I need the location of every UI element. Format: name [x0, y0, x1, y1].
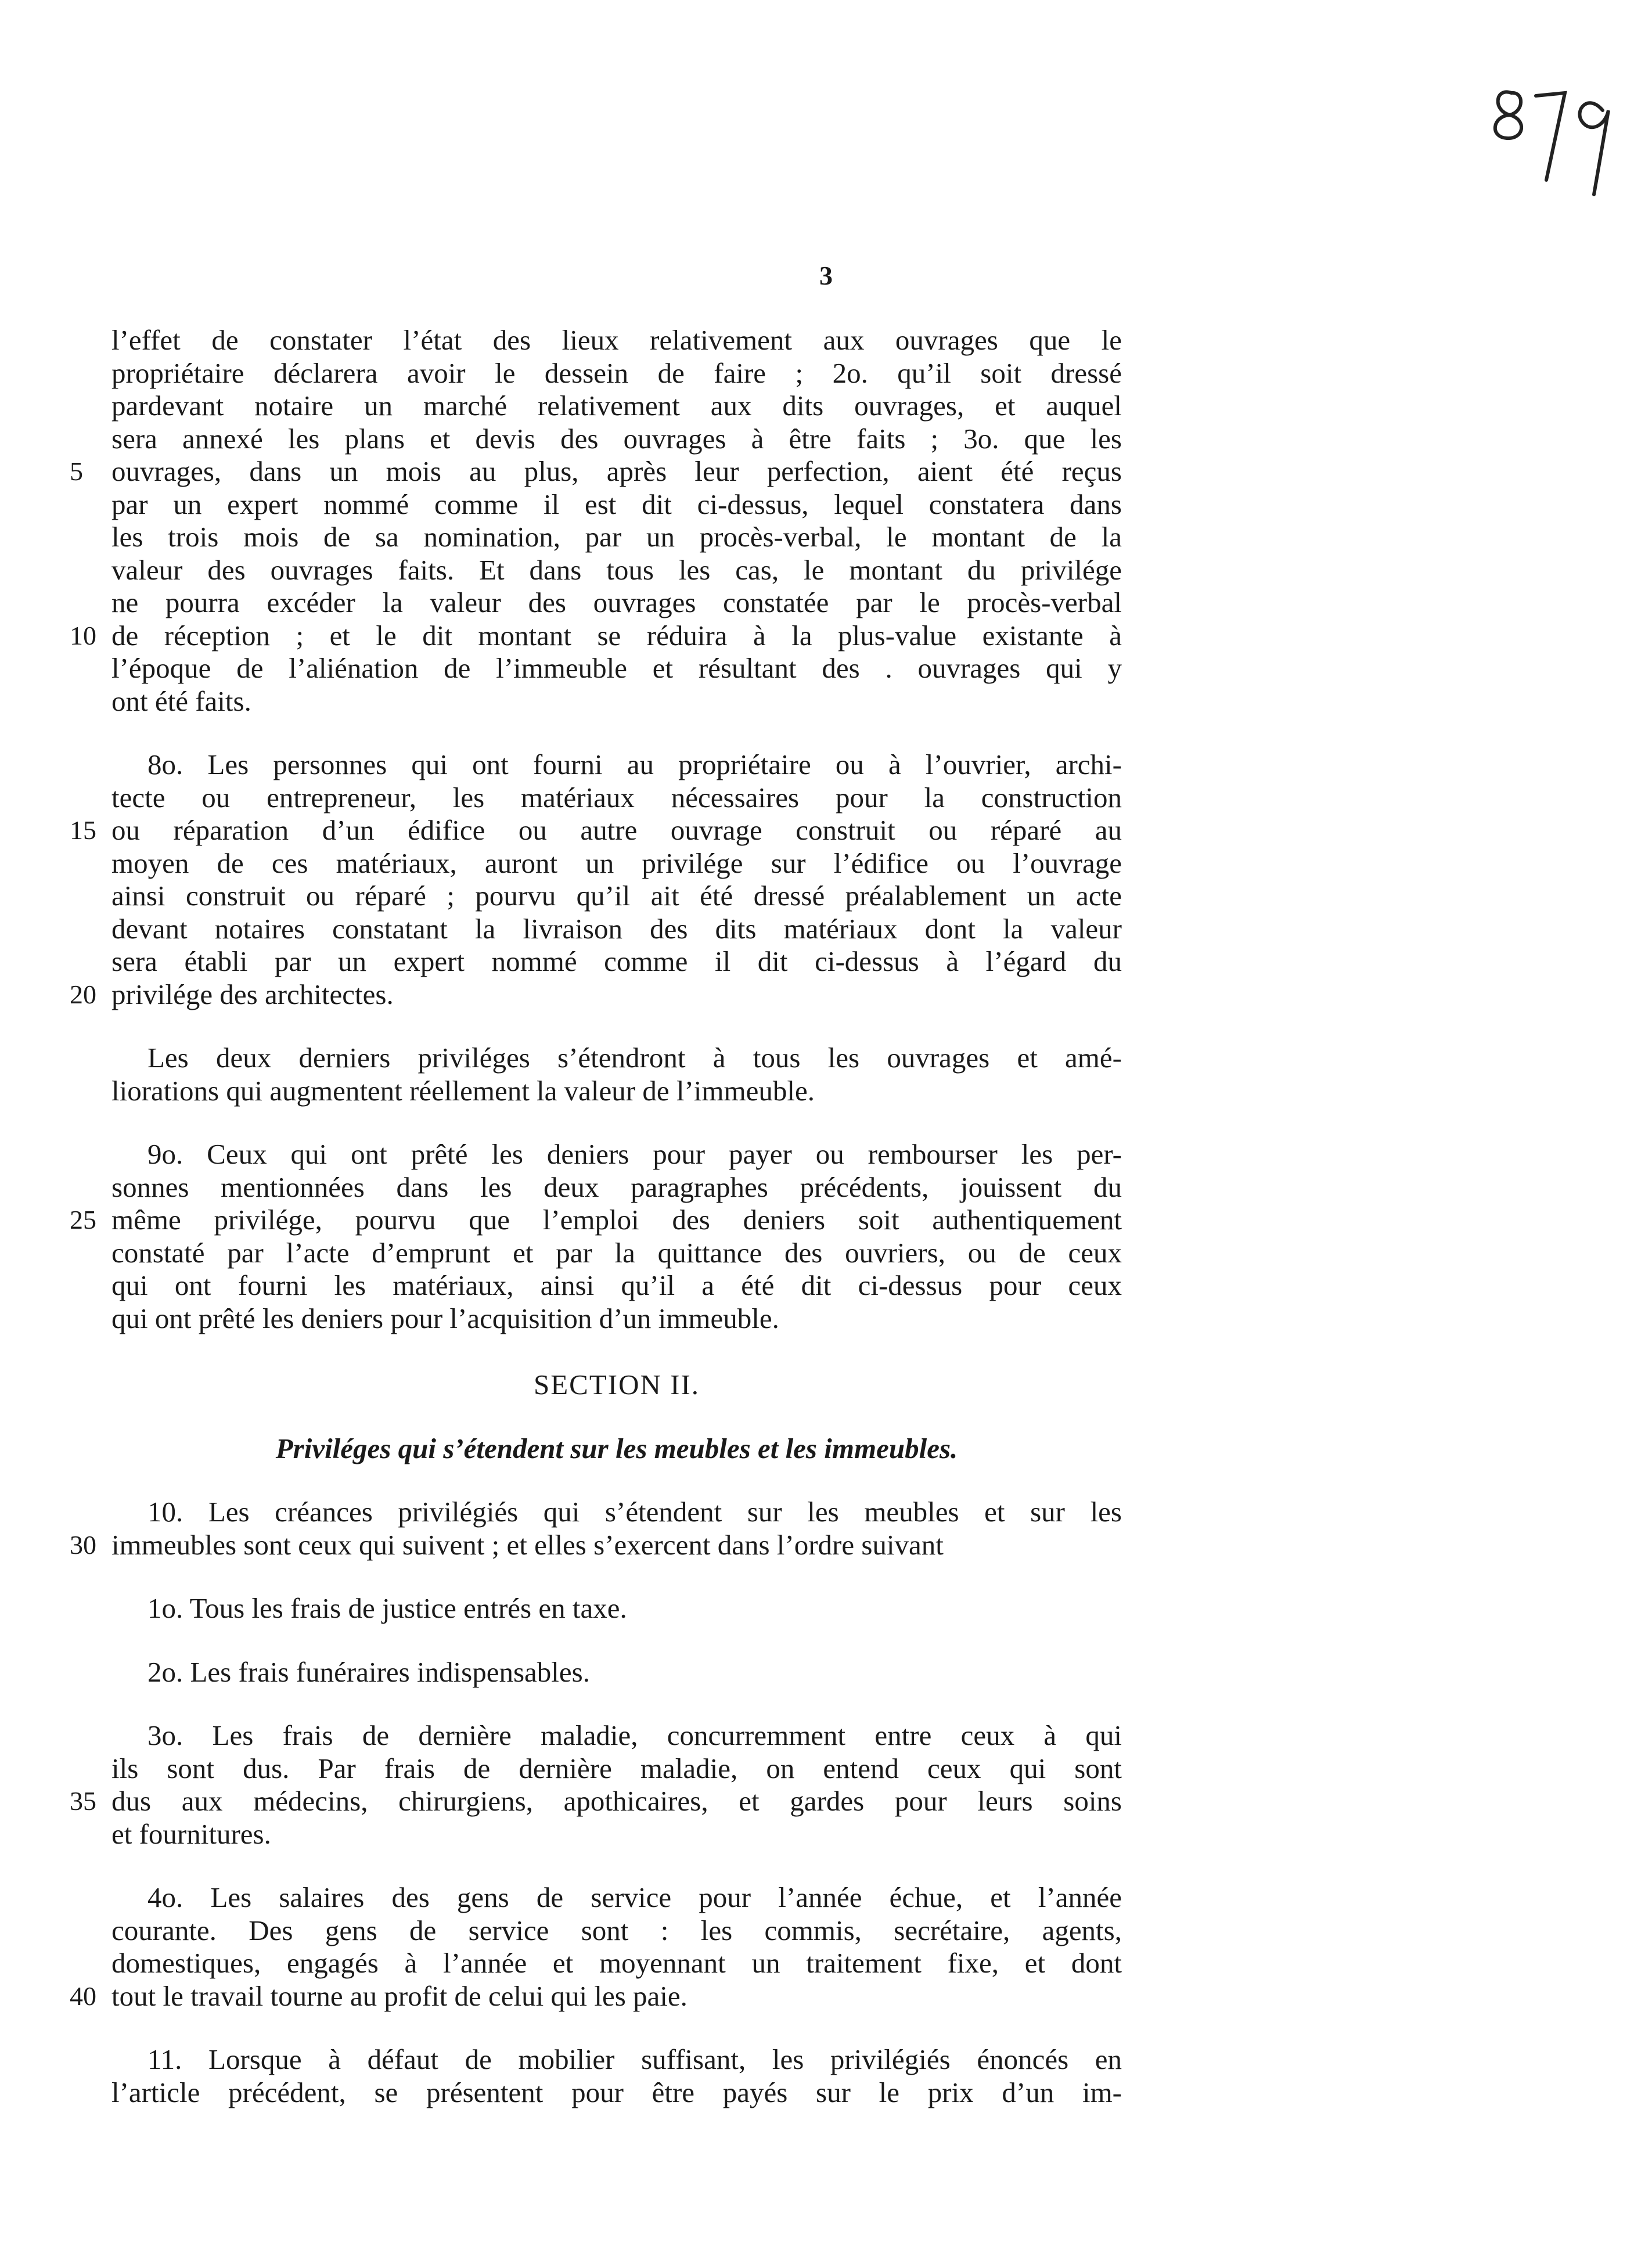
line-text: valeur des ouvrages faits. Et dans tous les cas, le montant du privilége [111, 553, 1122, 586]
paragraph-gap [111, 1625, 1122, 1656]
line-text: tecte ou entrepreneur, les matériaux nécessaires pour la construction [111, 781, 1122, 814]
paragraph-gap [111, 2013, 1122, 2043]
line-text: 9o. Ceux qui ont prêté les deniers pour payer ou rembourser les per- [147, 1138, 1122, 1170]
handwritten-folio-number [1478, 70, 1629, 209]
line-text: 3o. Les frais de dernière maladie, concurremment entre ceux à qui [147, 1719, 1122, 1751]
margin-line-number: 25 [70, 1205, 96, 1234]
text-line [70, 619, 1122, 653]
text-line [111, 685, 1122, 718]
paragraph-gap [111, 1402, 1122, 1432]
text-line [111, 1719, 1122, 1752]
text-line [111, 1138, 1122, 1171]
text-line [111, 1818, 1122, 1851]
margin-line-number: 20 [70, 979, 96, 1009]
paragraph [70, 1138, 1122, 1335]
line-text: sera établi par un expert nommé comme il dit ci-dessus à l’égard du [111, 945, 1122, 977]
line-text: 8o. Les personnes qui ont fourni au propriétaire ou à l’ouvrier, archi- [147, 748, 1122, 780]
text-line [111, 945, 1122, 978]
text-line [111, 554, 1122, 587]
text-line [111, 390, 1122, 423]
text-line [70, 1979, 1122, 2013]
line-text: liorations qui augmentent réellement la valeur de l’immeuble. [111, 1074, 815, 1107]
text-line [111, 1752, 1122, 1786]
text-line [111, 1237, 1122, 1270]
paragraph [111, 1042, 1122, 1107]
line-text: qui ont fourni les matériaux, ainsi qu’il a été dit ci-dessus pour ceux [111, 1269, 1122, 1301]
paragraph-gap [111, 1335, 1122, 1369]
text-line [111, 357, 1122, 390]
text-line [111, 913, 1122, 946]
text-line [70, 455, 1122, 488]
text-line [111, 1947, 1122, 1980]
line-text: l’effet de constater l’état des lieux relativement aux ouvrages que le [111, 324, 1122, 356]
text-line [111, 2076, 1122, 2110]
line-text: 4o. Les salaires des gens de service pour l’année échue, et l’année [147, 1881, 1122, 1913]
text-line [111, 521, 1122, 554]
text-line [111, 1171, 1122, 1204]
margin-line-number: 15 [70, 815, 96, 845]
paragraph [111, 1592, 1122, 1625]
paragraph [70, 1496, 1122, 1561]
text-line [70, 814, 1122, 847]
paragraph-gap [111, 1689, 1122, 1719]
text-line [111, 1042, 1122, 1075]
line-text: 1o. Tous les frais de justice entrés en taxe. [147, 1592, 627, 1624]
text-line [111, 847, 1122, 880]
paragraph-gap [111, 1107, 1122, 1138]
line-text: même privilége, pourvu que l’emploi des deniers soit authentiquement [111, 1204, 1122, 1236]
line-text: et fournitures. [111, 1817, 271, 1850]
text-line [111, 652, 1122, 685]
margin-line-number: 5 [70, 456, 83, 486]
section-heading: SECTION II. [533, 1369, 700, 1401]
document-body [70, 324, 1122, 2109]
text-line [111, 1075, 1122, 1108]
line-text: par un expert nommé comme il est dit ci-dessus, lequel constatera dans [111, 488, 1122, 520]
text-line [111, 1496, 1122, 1529]
line-text: sonnes mentionnées dans les deux paragraphes précédents, jouissent du [111, 1171, 1122, 1203]
text-line [111, 1656, 1122, 1689]
line-text: les trois mois de sa nomination, par un procès-verbal, le montant de la [111, 521, 1122, 553]
text-line [111, 880, 1122, 913]
text-line [111, 1592, 1122, 1625]
text-line [111, 782, 1122, 815]
text-line [111, 324, 1122, 357]
paragraph-gap [111, 1465, 1122, 1496]
margin-line-number: 10 [70, 620, 96, 650]
text-line [111, 748, 1122, 782]
line-text: ils sont dus. Par frais de dernière maladie, on entend ceux qui sont [111, 1752, 1122, 1784]
line-text: sera annexé les plans et devis des ouvrages à être faits ; 3o. que les [111, 422, 1122, 455]
paragraph-gap [111, 718, 1122, 748]
line-text: qui ont prêté les deniers pour l’acquisition d’un immeuble. [111, 1302, 779, 1334]
text-line [111, 1302, 1122, 1336]
text-line [70, 1204, 1122, 1237]
line-text: Les deux derniers priviléges s’étendront à tous les ouvrages et amé- [147, 1042, 1122, 1074]
text-line [70, 1785, 1122, 1818]
text-line [111, 2043, 1122, 2076]
paragraph [70, 1719, 1122, 1851]
text-line [111, 1881, 1122, 1914]
text-line [111, 1914, 1122, 1948]
margin-line-number: 30 [70, 1529, 96, 1560]
paragraph-gap [111, 1851, 1122, 1881]
text-line [70, 1528, 1122, 1562]
line-text: ou réparation d’un édifice ou autre ouvrage construit ou réparé au [111, 814, 1122, 846]
line-text: pardevant notaire un marché relativement aux dits ouvrages, et auquel [111, 390, 1122, 422]
folio-879-handwriting [1478, 70, 1629, 209]
line-text: de réception ; et le dit montant se réduira à la plus-value existante à [111, 619, 1122, 652]
text-line [111, 423, 1122, 456]
line-text: l’article précédent, se présentent pour être payés sur le prix d’un im- [111, 2076, 1122, 2108]
line-text: ouvrages, dans un mois au plus, après leur perfection, aient été reçus [111, 455, 1122, 487]
line-text: immeubles sont ceux qui suivent ; et elles s’exercent dans l’ordre suivant [111, 1528, 944, 1561]
line-text: domestiques, engagés à l’année et moyennant un traitement fixe, et dont [111, 1947, 1122, 1979]
line-text: dus aux médecins, chirurgiens, apothicaires, et gardes pour leurs soins [111, 1785, 1122, 1817]
paragraph [70, 324, 1122, 718]
line-text: courante. Des gens de service sont : les commis, secrétaire, agents, [111, 1914, 1122, 1946]
paragraph-gap [111, 1011, 1122, 1042]
line-text: ne pourra excéder la valeur des ouvrages constatée par le procès-verbal [111, 586, 1122, 618]
paragraph-gap [111, 1561, 1122, 1592]
margin-line-number: 35 [70, 1786, 96, 1816]
line-text: 2o. Les frais funéraires indispensables. [147, 1655, 590, 1688]
text-line [111, 586, 1122, 620]
line-text: moyen de ces matériaux, auront un privilége sur l’édifice ou l’ouvrage [111, 847, 1122, 879]
line-text: privilége des architectes. [111, 978, 394, 1010]
paragraph [111, 1656, 1122, 1689]
section-subtitle: Priviléges qui s’étendent sur les meubles et les immeubles. [275, 1432, 958, 1464]
text-line [111, 1269, 1122, 1302]
line-text: constaté par l’acte d’emprunt et par la quittance des ouvriers, ou de ceux [111, 1236, 1122, 1269]
paragraph [70, 748, 1122, 1011]
line-text: 10. Les créances privilégiés qui s’étendent sur les meubles et sur les [147, 1496, 1122, 1528]
margin-line-number: 40 [70, 1981, 96, 2011]
page-number: 3 [819, 261, 833, 290]
line-text: ainsi construit ou réparé ; pourvu qu’il ait été dressé préalablement un acte [111, 880, 1122, 912]
paragraph [111, 2043, 1122, 2109]
line-text: ont été faits. [111, 685, 251, 717]
text-line [111, 488, 1122, 521]
line-text: devant notaires constatant la livraison des dits matériaux dont la valeur [111, 912, 1122, 945]
line-text: tout le travail tourne au profit de celui qui les paie. [111, 1979, 688, 2012]
text-line [70, 978, 1122, 1012]
paragraph [70, 1881, 1122, 2013]
line-text: propriétaire déclarera avoir le dessein de faire ; 2o. qu’il soit dressé [111, 357, 1122, 389]
line-text: 11. Lorsque à défaut de mobilier suffisant, les privilégiés énoncés en [147, 2043, 1122, 2075]
line-text: l’époque de l’aliénation de l’immeuble et résultant des . ouvrages qui y [111, 652, 1122, 684]
